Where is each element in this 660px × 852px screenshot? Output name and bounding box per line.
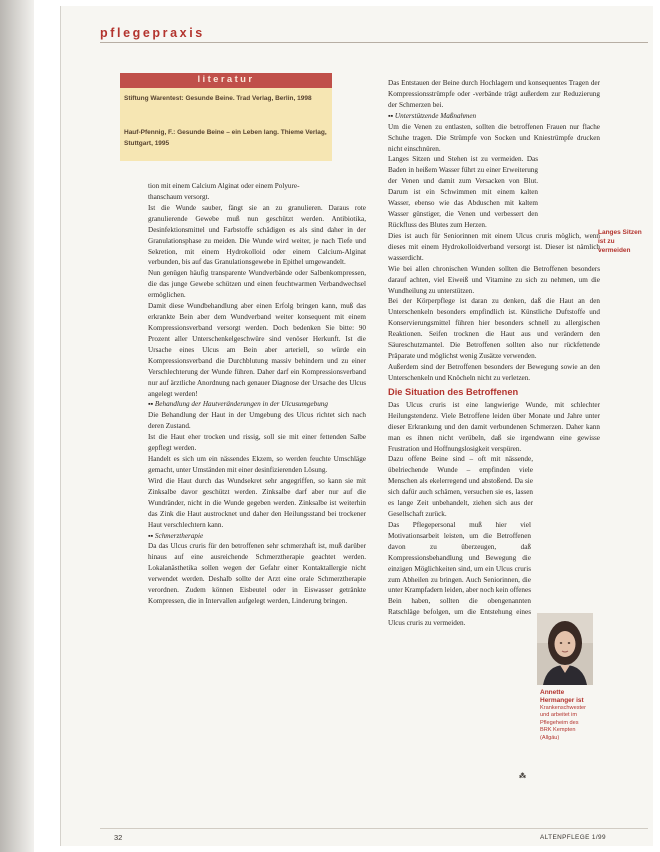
portrait-image bbox=[537, 613, 593, 685]
subheading-text: Schmerztherapie bbox=[154, 531, 204, 540]
section-heading: Die Situation des Betroffenen bbox=[388, 386, 519, 397]
paragraph: Bei der Körperpflege ist daran zu denken, daß die Haut an den Unterschenkeln besonders empfindlich ist. Künstliche Duftstoffe und Konservierungsmittel führen hier besonders schnell zu allergischen Reaktionen. Seifen trocknen die Haut aus und verändern den Säureschutzmantel. Die Betroffenen sollten also nur rückfettende Präparate und möglichst wenig Zusätze verwenden. bbox=[388, 297, 600, 361]
literature-box bbox=[120, 73, 332, 161]
paragraph: Damit diese Wundbehandlung aber einen Erfolg bringen kann, muß das erkrankte Bein aber dem Wundverband weiter konsequent mit einem Kompressionsverband versorgt werden. Doch bedenken Sie bitte: 90 Prozent aller Unterschenkelgeschwüre sind venöser Herkunft. Ist die Ursache eines Ulcus am Bein aber arteriell, so würde ein Kompressionsverband die Durchblutung massiv behindern und zu einer Verschlechterung der Wunde führen. Daher darf ein Kompressionsverband nur auf ärztliche Anordnung nach genauer Diagnose der Ursache des Ulcus angelegt werden! bbox=[148, 302, 366, 398]
paragraph: Ist die Wunde sauber, fängt sie an zu granulieren. Daraus rote granulierende Gewebe muß nun geschützt werden. Antibiotika, Desinfektionsmittel und Farbstoffe schädigen es als sind daher in der Granulationsphase zu meiden. Die Wunde wird weiter, je nach Tiefe und Sekretion, mit einem Hydrokolloid oder einem Calcium-Alginat verbunden, bis auf das Granulationsgewebe in Epithel umgewandelt. bbox=[148, 203, 366, 267]
magazine-issue: ALTENPFLEGE 1/99 bbox=[540, 834, 606, 841]
end-mark: ⁂ bbox=[519, 773, 526, 780]
literature-title: literatur bbox=[197, 74, 255, 85]
page-number: 32 bbox=[114, 833, 123, 842]
paragraph: tion mit einem Calcium Alginat oder einem Polyure- thanschaum versorgt. bbox=[148, 182, 300, 201]
paragraph: Außerdem sind der Betroffenen besonders der Bewegung sowie an den Unterschenkeln und Knöcheln nicht zu verletzen. bbox=[388, 362, 600, 382]
paragraph: Um die Venen zu entlasten, sollten die betroffenen Frauen nur flache Schuhe tragen. Die Strümpfe von Socken und Kniestrümpfe drucken nicht einschnüren. bbox=[388, 122, 600, 153]
scan-edge bbox=[0, 0, 34, 852]
paragraph: Das Ulcus cruris ist eine langwierige Wunde, mit schlechter Heilungstendenz. Viele Betroffene leiden über Monate und Jahre unter dieser Erkrankung und den damit verbundenen Schmerzen. Daher kann man es ihnen nicht verübeln, daß sie irgendwann eine gewisse Frustration und Hoffnungslosigkeit verspüren. bbox=[388, 400, 600, 453]
article-column-left bbox=[148, 181, 366, 607]
paragraph: Dazu offene Beine sind – oft mit nässende, übelriechende Wunde – empfinden viele Menschen als ekelerregend und abstoßend. Da sie sich dafür auch schämen, versuchen sie es, lassen es lange Zeit unbehandelt, ziehen sich aus der Gesellschaft zurück. bbox=[388, 455, 533, 519]
author-bio: Krankenschwester und arbeitet im Pflegeheim des BRK Kempten (Allgäu) bbox=[540, 705, 587, 741]
subheading-text: Unterstützende Maßnahmen bbox=[394, 111, 477, 120]
paragraph: Das Entstauen der Beine durch Hochlagern und konsequentes Tragen der Kompressionsstrümpfe oder -verbände trägt außerdem zur Reduzierung der Schmerzen bei. bbox=[388, 79, 600, 109]
pull-quote: Langes Sitzen ist zu vermeiden bbox=[598, 229, 642, 254]
paragraph: Wird die Haut durch das Wundsekret sehr angegriffen, so kann sie mit Zinksalbe davor geschützt werden. Zinksalbe darf aber nur auf die Wundränder, nicht in die Wunde gegeben werden. Zinksalbe ist weiterhin das Zink die Haut austrocknet und daher den Heilungsstand bei trockener Haut verschlechtern kann. bbox=[148, 476, 366, 529]
literature-header bbox=[120, 73, 332, 88]
paragraph: Dies ist auch für Seniorinnen mit einem Ulcus cruris möglich, wenn dieses mit einem Hydrokolloidverband versorgt ist. Dieser ist nämlich wasserdicht. bbox=[388, 231, 600, 262]
literature-entry: Stiftung Warentest: Gesunde Beine. Trad Verlag, Berlin, 1998 bbox=[124, 95, 312, 102]
article-column-right bbox=[388, 78, 600, 629]
paragraph: Da das Ulcus cruris für den betroffenen sehr schmerzhaft ist, muß darüber hinaus auf eine ausreichende Schmerztherapie geachtet werden. Lokalanästhetika sollen wegen der Gefahr einer Kontaktallergie nicht verwendet werden. Deshalb sollte der Arzt eine orale Schmerztherapie verordnen. Zudem können Eisbeutel oder in Eiswasser getränkte Kompressen, die in Intervallen aufgelegt werden, Linderung bringen. bbox=[148, 542, 366, 606]
paragraph: Langes Sitzen und Stehen ist zu vermeiden. Das Baden in heißem Wasser führt zu einer Erweiterung der Venen und damit zum Versacken von Blut. Darum ist ein Schwimmen mit einem kalten Wasser, ebenso wie das Abduschen mit kaltem Wasser günstiger, die Venen und verbessert den Rückfluss des Blutes zum Herzen. bbox=[388, 155, 538, 229]
paragraph: Ist die Haut eher trocken und rissig, soll sie mit einer fettenden Salbe gepflegt werden. bbox=[148, 433, 366, 453]
footer-rule bbox=[100, 828, 648, 829]
subheading-bullet-icon: ▪▪ bbox=[148, 400, 155, 409]
subheading-bullet-icon: ▪▪ bbox=[388, 111, 395, 120]
paragraph: Die Behandlung der Haut in der Umgebung des Ulcus richtet sich nach deren Zustand. bbox=[148, 411, 366, 431]
subheading-bullet-icon: ▪▪ bbox=[148, 531, 155, 540]
subheading-text: Behandlung der Hautveränderungen in der Ulcusumgebung bbox=[154, 400, 328, 409]
section-rule bbox=[100, 42, 648, 43]
paragraph: Handelt es sich um ein nässendes Ekzem, so werden feuchte Umschläge gemacht, unter Umständen mit einer desinfizierenden Lösung. bbox=[148, 455, 366, 474]
paragraph: Das Pflegepersonal muß hier viel Motivationsarbeit leisten, um die Betroffenen davon zu überzeugen, daß Kompressionsbehandlung und Bewegung die einzigen Möglichkeiten sind, um ein Ulcus cruris zum Abheilen zu bringen. Auch Seniorinnen, die unter Krampfadern leiden, aber noch kein offenes Bein haben, sollten die obengenannten Ratschläge befolgen, um die Entstehung eines Ulcus cruris zu vermeiden. bbox=[388, 520, 531, 628]
subheading bbox=[388, 111, 600, 122]
section-label: pflegepraxis bbox=[100, 26, 205, 40]
literature-entry: Hauf-Pfennig, F.: Gesunde Beine – ein Leben lang. Thieme Verlag, Stuttgart, 1995 bbox=[124, 129, 327, 147]
paragraph: Wie bei allen chronischen Wunden sollten die Betroffenen besonders darauf achten, viel Eiweiß und Vitamine zu sich zu nehmen, um die Wundheilung zu unterstützen. bbox=[388, 264, 600, 295]
subheading bbox=[148, 531, 366, 542]
author-photo bbox=[537, 613, 593, 685]
subheading bbox=[148, 399, 366, 410]
author-name: Annette Hermanger ist bbox=[540, 689, 584, 704]
paragraph: Nun genügen häufig transparente Wundverbände oder Salbenkompressen, die das junge Gewebe schützen und einen feuchtwarmen Verbandwechsel ermöglichen. bbox=[148, 269, 366, 300]
